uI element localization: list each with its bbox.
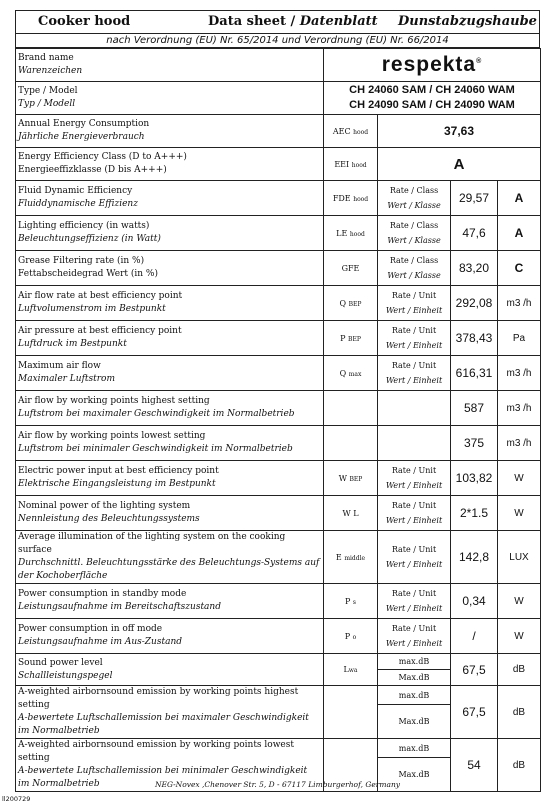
spec-label: Lighting efficiency (in watts) (18, 221, 150, 231)
spec-symbol (324, 286, 378, 321)
spec-row (16, 391, 541, 426)
spec-label-cell (16, 251, 324, 286)
spec-qualifier (378, 321, 451, 356)
spec-unit: W (498, 584, 541, 619)
spec-label-de: Fluiddynamische Effizienz (18, 199, 138, 209)
spec-symbol (324, 496, 378, 531)
spec-qualifier-de: Wert / Einheit (385, 516, 443, 525)
spec-row (16, 216, 541, 251)
sound-db-max: max.dB (378, 654, 451, 670)
spec-value: 378,43 (451, 321, 498, 356)
spec-qualifier-de: Wert / Einheit (385, 341, 443, 350)
spec-qualifier-en: Rate / Class (389, 186, 439, 195)
spec-qualifier-en: Rate / Unit (391, 545, 437, 554)
sound-row (16, 654, 541, 670)
spec-label-cell (16, 286, 324, 321)
spec-label-de: Leistungsaufnahme im Bereitschaftszustand (18, 602, 221, 612)
aec-symbol-sub: hood (353, 128, 369, 136)
spec-label: Maximum air flow (18, 361, 101, 371)
spec-qualifier-en: Rate / Unit (391, 361, 437, 370)
aec-label: Annual Energy Consumption (18, 119, 150, 129)
spec-symbol (324, 356, 378, 391)
eei-label-de: Energieeffizklasse (D bis A+++) (18, 165, 167, 175)
spec-row (16, 426, 541, 461)
eei-row (16, 148, 541, 181)
spec-qualifier-de: Wert / Einheit (385, 481, 443, 490)
spec-label-de: Fettabscheidegrad Wert (in %) (18, 269, 158, 279)
spec-symbol-main: W L (342, 508, 359, 518)
spec-symbol-sub: max (348, 370, 362, 378)
spec-label: Air flow rate at best efficiency point (18, 291, 183, 301)
spec-label-cell (16, 461, 324, 496)
logo-text: respekta (381, 53, 477, 76)
brand-row (16, 49, 541, 82)
spec-label-de: Luftdruck im Bestpunkt (18, 339, 127, 349)
spec-row (16, 356, 541, 391)
spec-value: 47,6 (451, 216, 498, 251)
sound-row (16, 739, 541, 758)
spec-unit: W (498, 496, 541, 531)
spec-qualifier-de: Wert / Klasse (387, 201, 441, 210)
header-middle (208, 14, 378, 29)
spec-value: 2*1.5 (451, 496, 498, 531)
brand-label: Brand name (18, 53, 74, 63)
spec-label: Nominal power of the lighting system (18, 501, 191, 511)
spec-label-cell (16, 391, 324, 426)
spec-value: 292,08 (451, 286, 498, 321)
spec-unit: A (498, 181, 541, 216)
spec-symbol (324, 461, 378, 496)
brand-label-cell (16, 49, 324, 82)
sound-db-max: max.dB (378, 739, 451, 758)
spec-label-cell (16, 216, 324, 251)
spec-qualifier-en: Rate / Unit (391, 501, 437, 510)
spec-symbol-sub: hood (349, 230, 365, 238)
spec-symbol-main: W (338, 473, 347, 483)
spec-symbol-sub: hood (353, 195, 369, 203)
spec-unit: W (498, 461, 541, 496)
spec-label-cell (16, 321, 324, 356)
spec-unit: m3 /h (498, 286, 541, 321)
spec-symbol (324, 321, 378, 356)
spec-qualifier-en: Rate / Class (389, 221, 439, 230)
spec-qualifier (378, 584, 451, 619)
spec-value: 616,31 (451, 356, 498, 391)
spec-row (16, 531, 541, 584)
spec-symbol-main: GFE (341, 263, 360, 273)
brand-logo (324, 49, 541, 82)
sound-unit: dB (498, 654, 541, 686)
spec-qualifier-en: Rate / Unit (391, 624, 437, 633)
spec-unit: C (498, 251, 541, 286)
spec-qualifier-en: Rate / Unit (391, 291, 437, 300)
header-right: Dunstabzugshaube (398, 14, 537, 29)
spec-qualifier-en: Rate / Unit (391, 589, 437, 598)
spec-symbol-main: P (344, 596, 351, 606)
sound-label: Sound power level (18, 657, 103, 668)
spec-label-de: Nennleistung des Beleuchtungssystems (18, 514, 200, 524)
spec-symbol-sub: BEP (349, 475, 363, 483)
sound-symbol-sub: wa (348, 667, 358, 674)
data-table (15, 48, 541, 792)
spec-row (16, 496, 541, 531)
spec-label-cell (16, 356, 324, 391)
spec-label: Air flow by working points highest setting (18, 396, 210, 406)
spec-label-de: Luftvolumenstrom im Bestpunkt (18, 304, 166, 314)
spec-qualifier (378, 251, 451, 286)
aec-label-cell (16, 115, 324, 148)
spec-symbol (324, 619, 378, 654)
header-middle-en: Data sheet / (208, 14, 300, 29)
spec-qualifier-en: Rate / Unit (391, 466, 437, 475)
spec-value: 142,8 (451, 531, 498, 584)
spec-symbol-main: Q (339, 368, 347, 378)
spec-value: / (451, 619, 498, 654)
sound-label-de: A-bewertete Luftschallemission bei minimaler Geschwindigkeit im Normalbetrieb (18, 766, 308, 789)
spec-qualifier (378, 496, 451, 531)
spec-qualifier (378, 531, 451, 584)
sound-symbol-main: L (343, 665, 349, 674)
model-label-cell (16, 82, 324, 115)
sound-symbol (324, 654, 378, 686)
spec-symbol (324, 426, 378, 461)
spec-symbol-sub: s (352, 598, 357, 606)
spec-label-cell (16, 584, 324, 619)
footer-address: NEG-Novex ,Chenover Str. 5, D - 67117 Limburgerhof, Germany (154, 780, 401, 789)
spec-value: 375 (451, 426, 498, 461)
sound-label-de: Schallleistungspegel (18, 670, 113, 681)
spec-symbol-main: E (335, 552, 342, 562)
sound-symbol (324, 686, 378, 739)
model-label-de: Typ / Modell (18, 99, 76, 109)
spec-qualifier-en: Rate / Class (389, 256, 439, 265)
sheet-header (15, 10, 540, 34)
spec-unit: W (498, 619, 541, 654)
sound-unit: dB (498, 739, 541, 792)
sound-value: 67,5 (451, 686, 498, 739)
spec-value: 0,34 (451, 584, 498, 619)
aec-row (16, 115, 541, 148)
spec-label: Electric power input at best efficiency point (18, 466, 219, 476)
sound-value: 67,5 (451, 654, 498, 686)
aec-symbol (324, 115, 378, 148)
spec-symbol (324, 584, 378, 619)
model-label: Type / Model (18, 86, 78, 96)
spec-label-de: Leistungsaufnahme im Aus-Zustand (18, 637, 182, 647)
spec-qualifier-de: Wert / Einheit (385, 306, 443, 315)
eei-symbol-sub: hood (351, 161, 367, 169)
spec-qualifier-de: Wert / Einheit (385, 639, 443, 648)
spec-symbol (324, 251, 378, 286)
regulation-line: nach Verordnung (EU) Nr. 65/2014 und Verordnung (EU) Nr. 66/2014 (15, 34, 540, 48)
spec-value: 103,82 (451, 461, 498, 496)
aec-value: 37,63 (378, 115, 541, 148)
spec-row (16, 619, 541, 654)
spec-symbol-main: P (340, 333, 346, 343)
sound-db-max-alt: Max.dB (378, 705, 451, 739)
spec-symbol-sub: o (352, 633, 357, 641)
spec-label-de: Luftstrom bei maximaler Geschwindigkeit im Normalbetrieb (18, 409, 295, 419)
aec-label-de: Jährliche Energieverbrauch (18, 132, 145, 142)
sound-row (16, 686, 541, 705)
spec-qualifier-de: Wert / Klasse (387, 236, 441, 245)
sound-value: 54 (451, 739, 498, 792)
spec-qualifier (378, 286, 451, 321)
logo-mark: ® (476, 58, 483, 65)
aec-symbol-main: AEC (332, 126, 351, 136)
spec-label: Air flow by working points lowest setting (18, 431, 206, 441)
spec-qualifier (378, 216, 451, 251)
spec-label: Fluid Dynamic Efficiency (18, 186, 133, 196)
sound-label: A-weighted airbornsound emission by working points lowest setting (18, 740, 294, 763)
eei-symbol (324, 148, 378, 181)
spec-qualifier-de: Wert / Einheit (385, 376, 443, 385)
spec-label-de: Beleuchtungseffizienz (in Watt) (18, 234, 161, 244)
spec-row (16, 461, 541, 496)
document-code: ll200729 (2, 795, 31, 803)
spec-label: Air pressure at best efficiency point (18, 326, 182, 336)
spec-label-cell (16, 619, 324, 654)
spec-row (16, 286, 541, 321)
spec-unit: m3 /h (498, 391, 541, 426)
spec-symbol (324, 391, 378, 426)
eei-label: Energy Efficiency Class (D to A+++) (18, 152, 187, 162)
spec-label-cell (16, 181, 324, 216)
spec-unit: A (498, 216, 541, 251)
model-value-cell (324, 82, 541, 115)
sound-db-max-alt: Max.dB (378, 670, 451, 686)
header-left: Cooker hood (38, 14, 131, 29)
spec-label-de: Luftstrom bei minimaler Geschwindigkeit im Normalbetrieb (18, 444, 293, 454)
spec-qualifier-de: Wert / Einheit (385, 604, 443, 613)
sound-label-cell (16, 654, 324, 686)
spec-qualifier-en: Rate / Unit (391, 326, 437, 335)
model-row (16, 82, 541, 115)
spec-qualifier (378, 426, 451, 461)
spec-qualifier (378, 181, 451, 216)
sound-label: A-weighted airbornsound emission by working points highest setting (18, 687, 299, 710)
spec-label-de: Maximaler Luftstrom (18, 374, 116, 384)
spec-label-cell (16, 496, 324, 531)
spec-label-cell (16, 426, 324, 461)
spec-qualifier-de: Wert / Einheit (385, 560, 443, 569)
sound-db-max: max.dB (378, 686, 451, 705)
eei-label-cell (16, 148, 324, 181)
spec-qualifier (378, 356, 451, 391)
spec-qualifier-de: Wert / Klasse (387, 271, 441, 280)
sound-label-de: A-bewertete Luftschallemission bei maximaler Geschwindigkeit im Normalbetrieb (18, 713, 309, 736)
spec-value: 83,20 (451, 251, 498, 286)
model-line1: CH 24060 SAM / CH 24060 WAM (349, 84, 515, 96)
spec-symbol-sub: middle (344, 554, 366, 562)
spec-qualifier (378, 619, 451, 654)
spec-label-cell (16, 531, 324, 584)
spec-row (16, 584, 541, 619)
spec-unit: Pa (498, 321, 541, 356)
spec-row (16, 321, 541, 356)
spec-label: Average illumination of the lighting system on the cooking surface (18, 532, 286, 555)
spec-value: 29,57 (451, 181, 498, 216)
spec-row (16, 181, 541, 216)
model-line2: CH 24090 SAM / CH 24090 WAM (349, 99, 515, 111)
header-middle-de: Datenblatt (299, 14, 378, 29)
eei-value: A (378, 148, 541, 181)
spec-symbol-main: FDE (332, 193, 351, 203)
eei-symbol-main: EEI (334, 159, 350, 169)
spec-label: Power consumption in standby mode (18, 589, 187, 599)
spec-symbol (324, 181, 378, 216)
spec-value: 587 (451, 391, 498, 426)
sound-db-max-alt: Max.dB (378, 758, 451, 792)
spec-symbol (324, 216, 378, 251)
spec-symbol-sub: BEP (348, 335, 361, 343)
spec-symbol (324, 531, 378, 584)
brand-label-de: Warenzeichen (18, 66, 83, 76)
spec-symbol-main: P (344, 631, 351, 641)
spec-unit: m3 /h (498, 356, 541, 391)
sound-label-cell (16, 686, 324, 739)
spec-qualifier (378, 391, 451, 426)
spec-unit: m3 /h (498, 426, 541, 461)
spec-label-de: Durchschnittl. Beleuchtungsstärke des Beleuchtungs-Systems auf der Kochoberfläche (18, 558, 320, 581)
spec-symbol-main: Q (339, 298, 347, 308)
spec-label: Grease Filtering rate (in %) (18, 256, 145, 266)
spec-label-de: Elektrische Eingangsleistung im Bestpunkt (18, 479, 216, 489)
spec-unit: LUX (498, 531, 541, 584)
spec-label: Power consumption in off mode (18, 624, 163, 634)
spec-symbol-sub: BEP (348, 300, 362, 308)
spec-row (16, 251, 541, 286)
spec-qualifier (378, 461, 451, 496)
sound-unit: dB (498, 686, 541, 739)
spec-symbol-main: LE (336, 228, 348, 238)
